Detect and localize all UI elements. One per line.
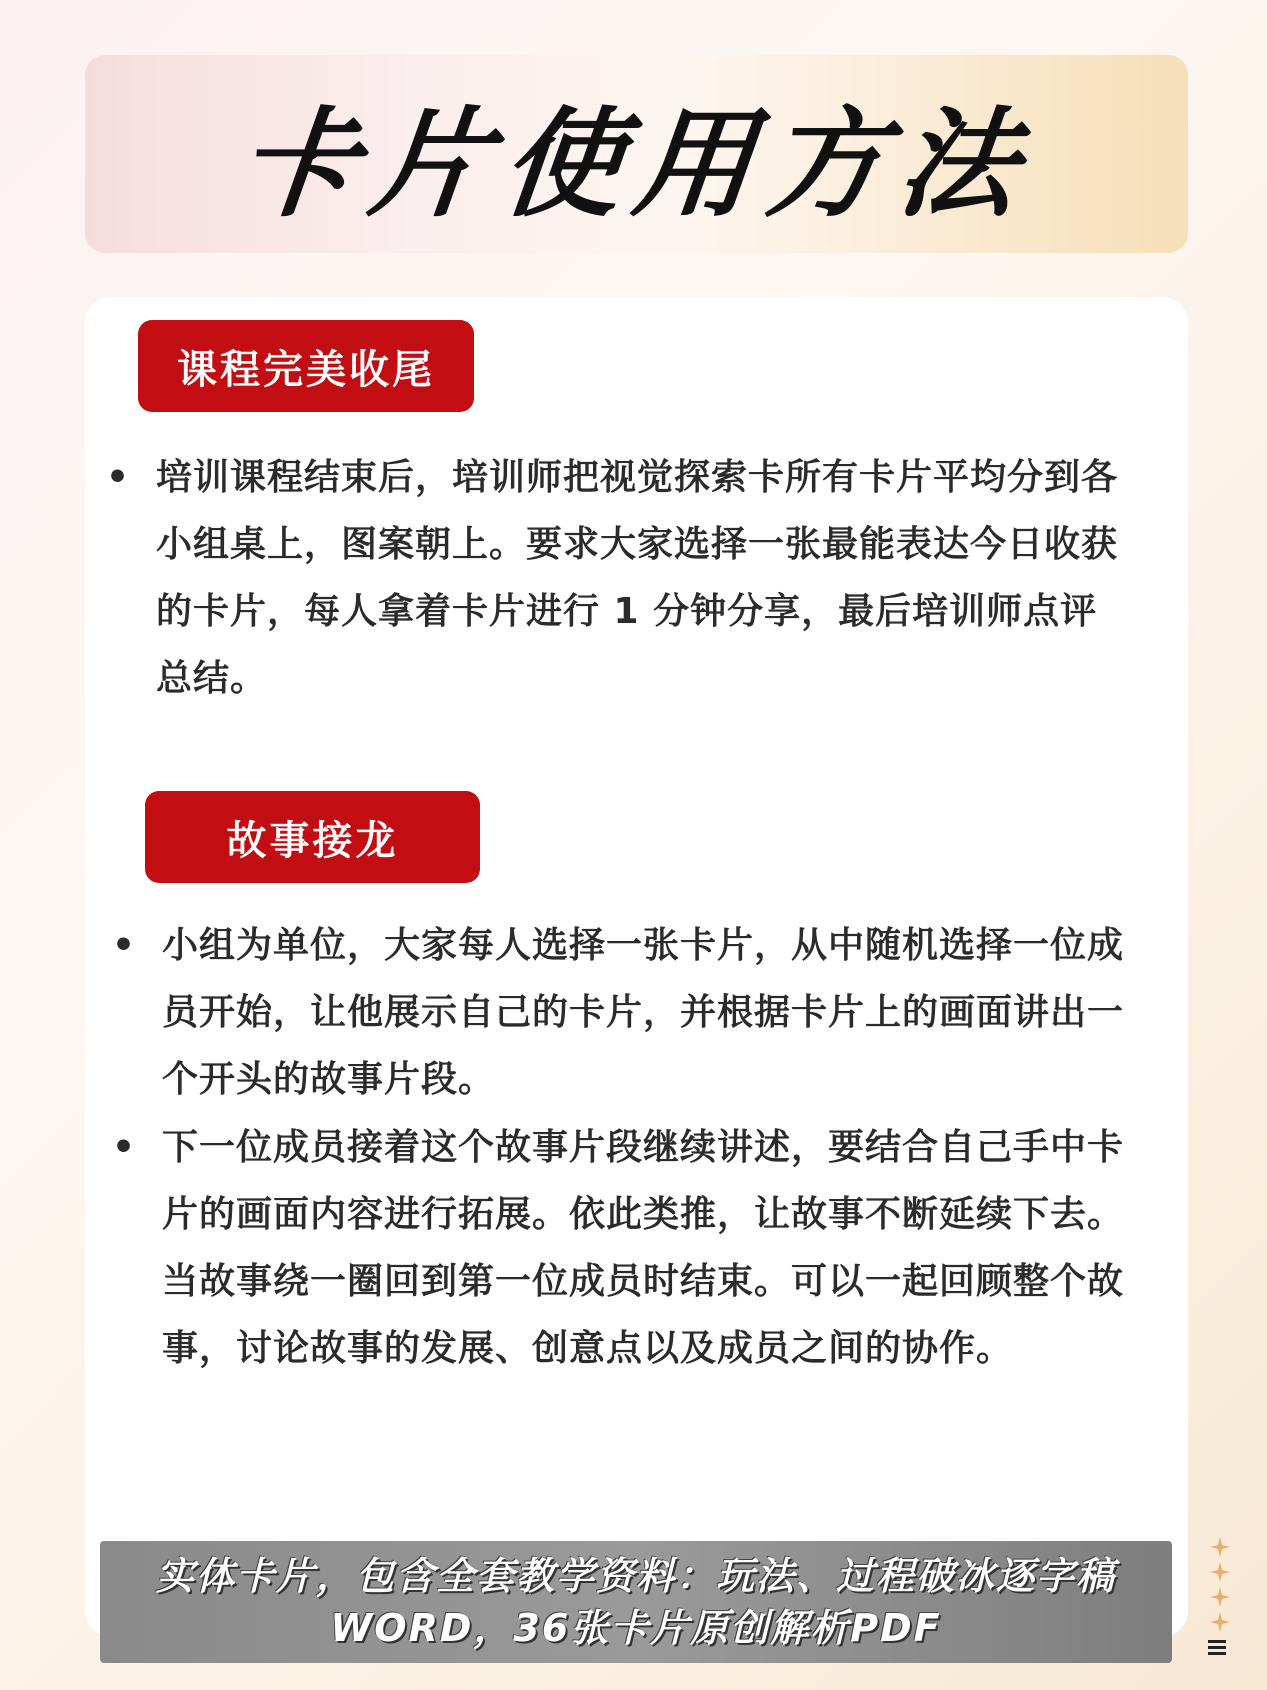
banner-line-2: WORD，36张卡片原创解析PDF (330, 1606, 942, 1650)
bullet-dot: • (106, 457, 131, 498)
promo-banner (100, 1541, 1172, 1663)
menu-icon[interactable] (1208, 1640, 1226, 1656)
bullet-text: 培训课程结束后，培训师把视觉探索卡所有卡片平均分到各小组桌上，图案朝上。要求大家选择一张最能表达今日收获的卡片，每人拿着卡片进行 1 分钟分享，最后培训师点评总结。 (156, 457, 1119, 699)
banner-line-1: 实体卡片，包含全套教学资料：玩法、过程破冰逐字稿 (155, 1554, 1116, 1598)
bullet-text: 下一位成员接着这个故事片段继续讲述，要结合自己手中卡片的画面内容进行拓展。依此类推，让故事不断延续下去。当故事绕一圈回到第一位成员时结束。可以一起回顾整个故事，讨论故事的发展、创意点以及成员之间的协作。 (162, 1127, 1125, 1369)
bullet-item (112, 1114, 1134, 1382)
sparkle-icon (1205, 1535, 1235, 1655)
bullet-item (106, 444, 1131, 712)
title-card (85, 55, 1188, 253)
section-tag-course-ending: 课程完美收尾 (138, 320, 474, 412)
bullet-dot: • (112, 925, 137, 966)
bullet-text: 小组为单位，大家每人选择一张卡片，从中随机选择一位成员开始，让他展示自己的卡片，并根据卡片上的画面讲出一个开头的故事片段。 (162, 925, 1125, 1100)
page-title: 卡片使用方法 (232, 95, 1039, 233)
bullet-item (112, 912, 1134, 1113)
section-tag-story-relay: 故事接龙 (145, 791, 480, 883)
bullet-dot: • (112, 1127, 137, 1168)
